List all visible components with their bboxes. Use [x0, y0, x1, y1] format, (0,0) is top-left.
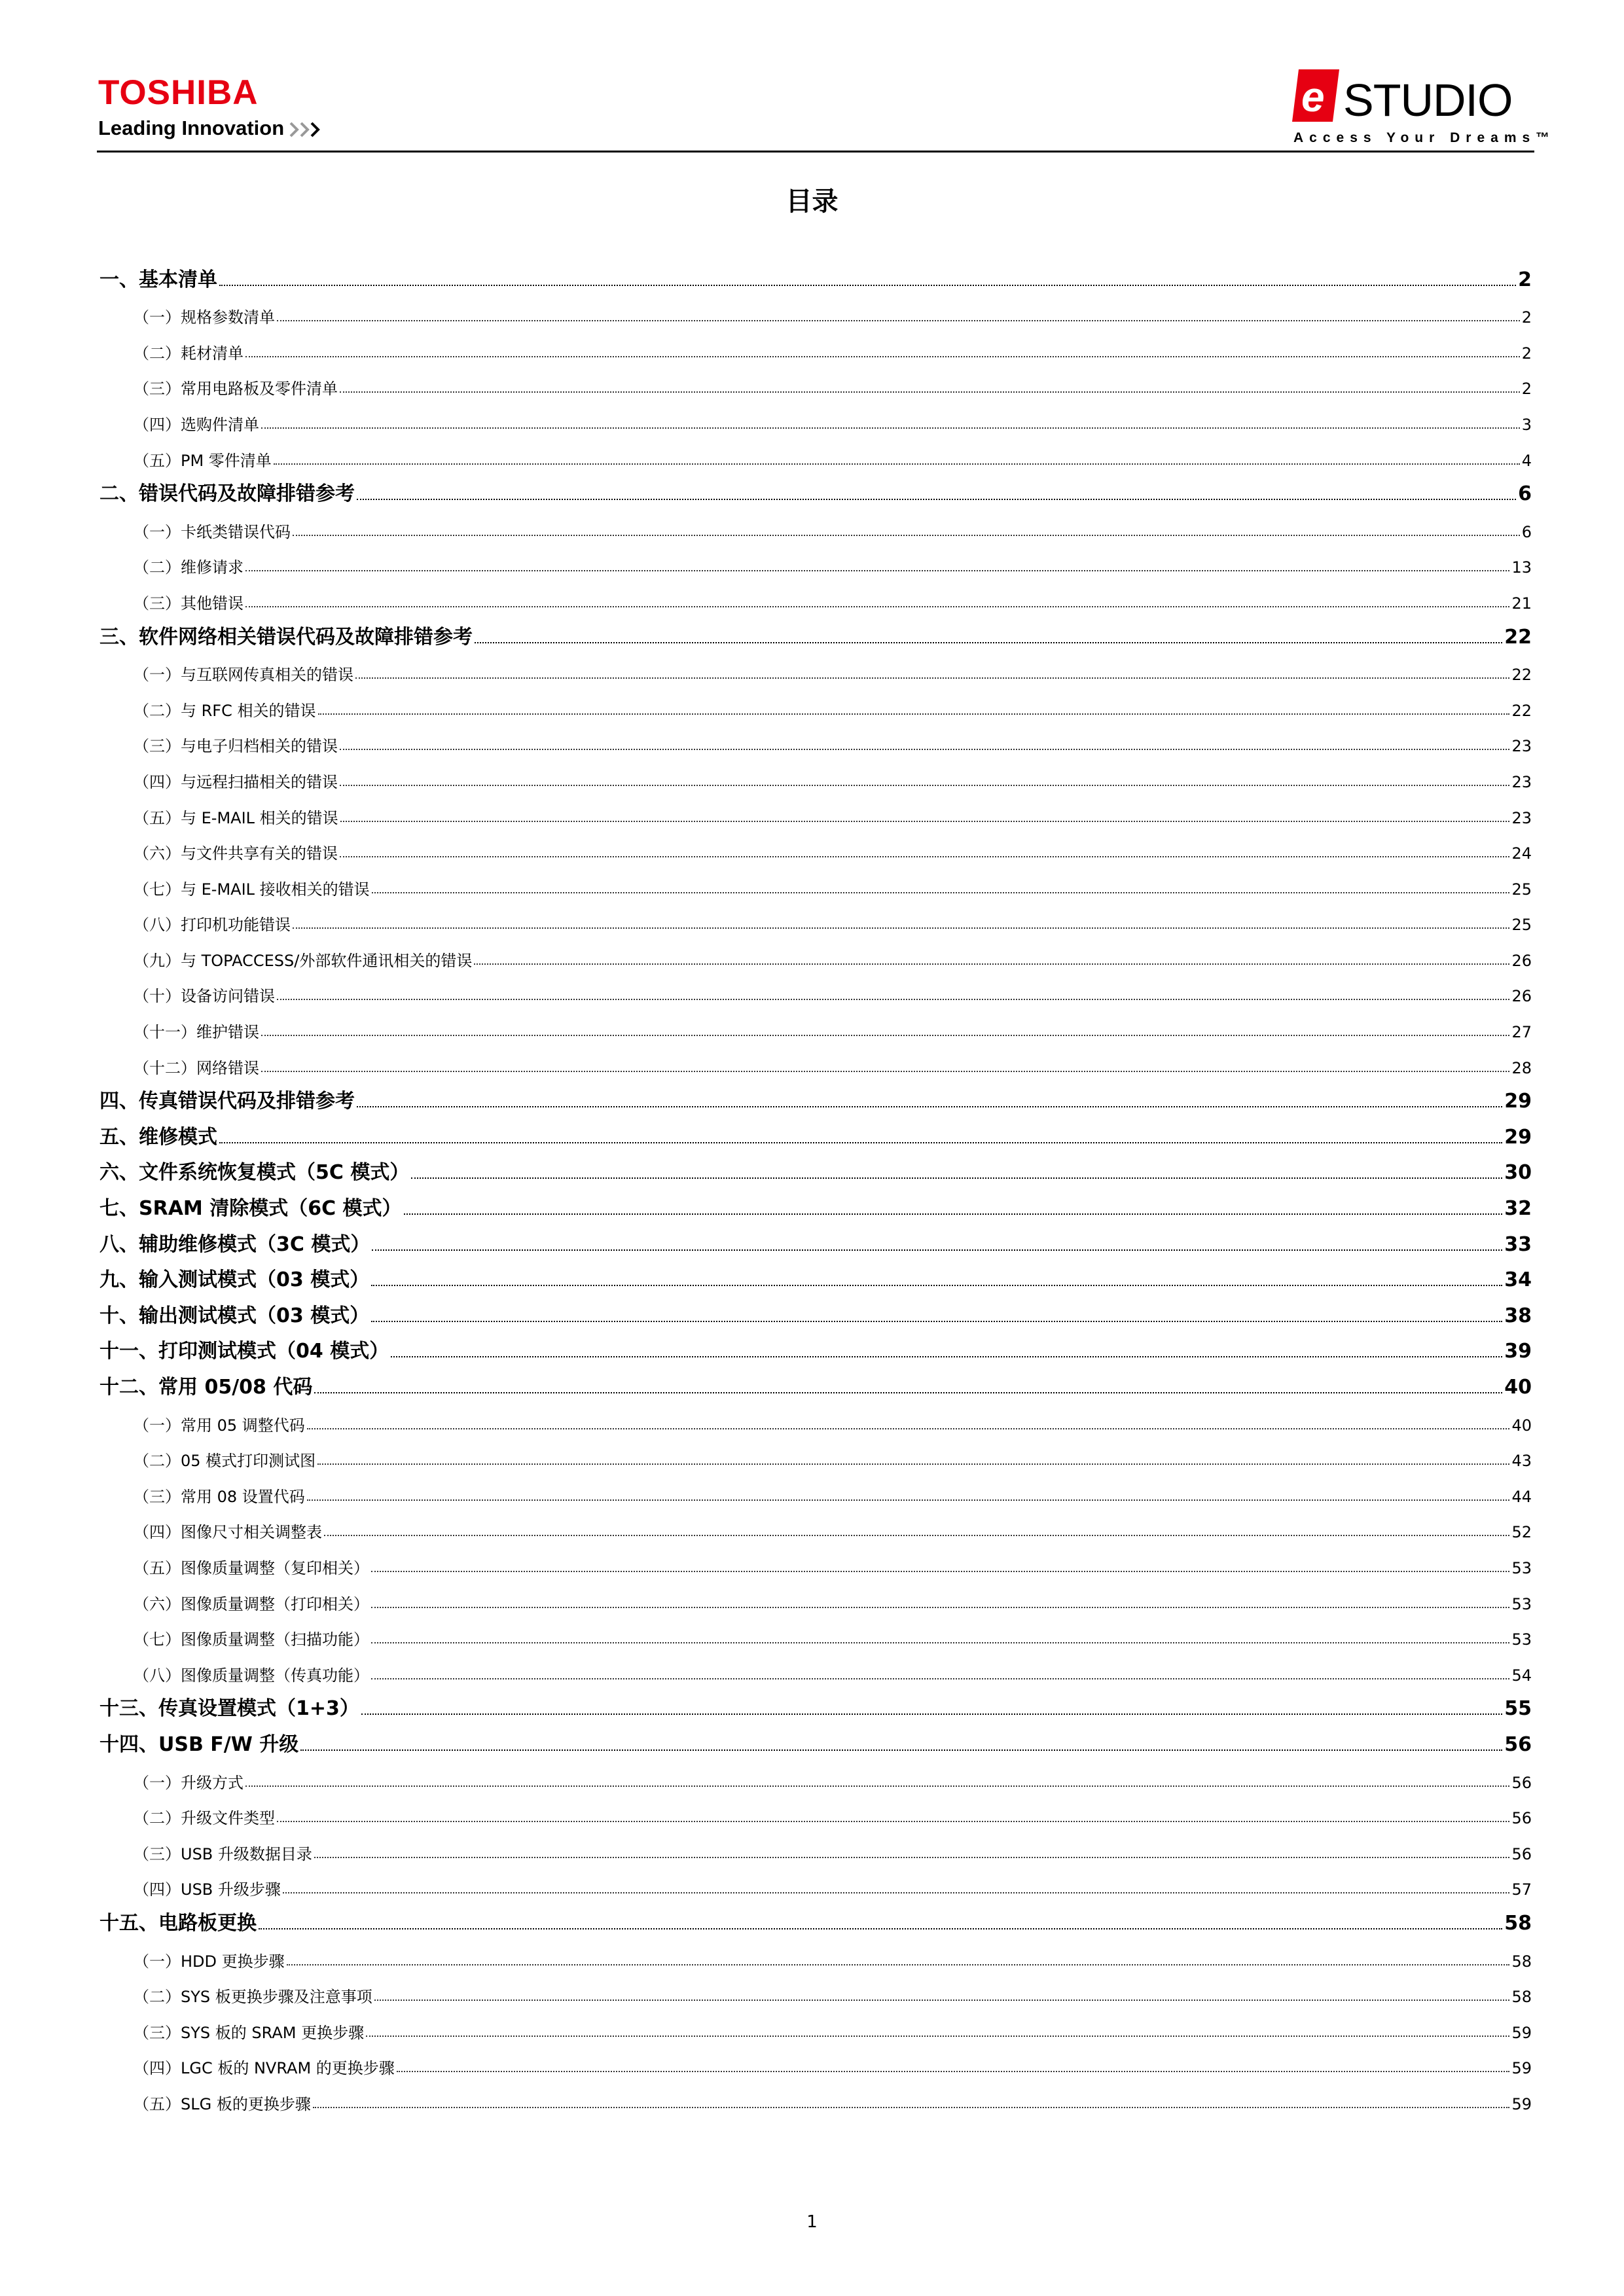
toc-entry-page: 40	[1504, 1376, 1532, 1399]
toc-entry-page: 53	[1511, 1630, 1532, 1649]
toc-entry-page: 3	[1521, 415, 1532, 434]
toc-entry-title: （三）与电子归档相关的错误	[134, 737, 338, 756]
toc-entry-page: 29	[1504, 1125, 1532, 1149]
chevrons-icon	[289, 121, 323, 138]
toc-dot-leader	[357, 499, 1516, 500]
toc-section-entry[interactable]	[99, 726, 1532, 762]
toc-dot-leader	[283, 1892, 1510, 1893]
toc-section-entry[interactable]	[99, 1834, 1532, 1870]
toc-entry-title: （八）打印机功能错误	[134, 916, 291, 935]
toc-entry-title: （一）卡纸类错误代码	[134, 522, 291, 541]
toc-entry-title: 一、基本清单	[99, 268, 217, 291]
toc-entry-title: （一）升级方式	[134, 1773, 244, 1792]
toc-section-entry[interactable]	[99, 2084, 1532, 2120]
toc-section-entry[interactable]	[99, 905, 1532, 941]
toc-entry-title: （五）SLG 板的更换步骤	[134, 2094, 311, 2113]
toc-entry-title: （三）常用 08 设置代码	[134, 1487, 305, 1506]
toc-chapter-entry[interactable]	[99, 619, 1532, 655]
toc-section-entry[interactable]	[99, 1977, 1532, 2013]
toc-dot-leader	[314, 1392, 1502, 1393]
toc-entry-title: （十一）维护错误	[134, 1023, 259, 1042]
estudio-tagline: Access Your Dreams™	[1293, 130, 1556, 145]
toc-chapter-entry[interactable]	[99, 262, 1532, 298]
toc-dot-leader	[277, 999, 1509, 1000]
toc-chapter-entry[interactable]	[99, 1727, 1532, 1763]
toc-entry-page: 13	[1511, 558, 1532, 577]
toc-dot-leader	[313, 2107, 1510, 2108]
toc-section-entry[interactable]	[99, 440, 1532, 476]
toc-entry-title: （二）05 模式打印测试图	[134, 1452, 316, 1471]
toc-entry-title: 六、文件系统恢复模式（5C 模式）	[99, 1161, 410, 1185]
toc-entry-title: （一）常用 05 调整代码	[134, 1416, 305, 1435]
toc-chapter-entry[interactable]	[99, 476, 1532, 512]
toc-entry-title: （七）与 E-MAIL 接收相关的错误	[134, 880, 370, 899]
toc-dot-leader	[355, 677, 1509, 679]
toc-entry-title: （五）与 E-MAIL 相关的错误	[134, 808, 338, 827]
toc-section-entry[interactable]	[99, 1870, 1532, 1906]
toc-section-entry[interactable]	[99, 869, 1532, 905]
toc-dot-leader	[371, 1678, 1509, 1679]
toc-dot-leader	[277, 320, 1520, 321]
toc-entry-title: （六）图像质量调整（打印相关）	[134, 1594, 369, 1613]
toc-dot-leader	[245, 356, 1520, 357]
toc-entry-title: （三）SYS 板的 SRAM 更换步骤	[134, 2023, 365, 2042]
toc-entry-page: 38	[1504, 1304, 1532, 1327]
toc-chapter-entry[interactable]	[99, 1369, 1532, 1405]
toc-section-entry[interactable]	[99, 1513, 1532, 1549]
toc-entry-title: （九）与 TOPACCESS/外部软件通讯相关的错误	[134, 951, 473, 970]
toc-entry-title: （十）设备访问错误	[134, 987, 275, 1006]
toc-entry-page: 54	[1511, 1666, 1532, 1685]
toc-dot-leader	[245, 1785, 1509, 1787]
toc-dot-leader	[366, 2036, 1509, 2037]
toc-dot-leader	[371, 1571, 1509, 1572]
toc-section-entry[interactable]	[99, 2013, 1532, 2049]
toc-dot-leader	[340, 821, 1510, 822]
toc-entry-page: 23	[1511, 772, 1532, 791]
toc-dot-leader	[475, 642, 1502, 643]
toc-dot-leader	[293, 927, 1509, 929]
toc-dot-leader	[261, 427, 1520, 429]
toc-entry-title: 九、输入测试模式（03 模式）	[99, 1268, 370, 1292]
brand-tagline	[98, 118, 323, 138]
toc-section-entry[interactable]	[99, 1048, 1532, 1084]
toc-entry-title: （一）与互联网传真相关的错误	[134, 666, 353, 685]
toc-entry-title: （五）PM 零件清单	[134, 451, 272, 470]
toc-entry-page: 53	[1511, 1594, 1532, 1613]
toc-section-entry[interactable]	[99, 298, 1532, 334]
toc-entry-title: （三）常用电路板及零件清单	[134, 380, 338, 399]
toc-section-entry[interactable]	[99, 1584, 1532, 1620]
toc-entry-page: 2	[1521, 380, 1532, 399]
toc-entry-title: （四）选购件清单	[134, 415, 259, 434]
toc-section-entry[interactable]	[99, 369, 1532, 405]
toc-entry-page: 43	[1511, 1452, 1532, 1471]
toc-dot-leader	[372, 1249, 1502, 1251]
toc-dot-leader	[391, 1356, 1502, 1357]
toc-dot-leader	[307, 1499, 1510, 1501]
toc-dot-leader	[374, 2000, 1510, 2001]
table-of-contents	[99, 262, 1532, 2120]
toc-dot-leader	[219, 1142, 1502, 1143]
toc-dot-leader	[411, 1177, 1502, 1179]
toc-section-entry[interactable]	[99, 1477, 1532, 1513]
toc-dot-leader	[314, 1857, 1510, 1858]
toc-entry-page: 56	[1511, 1809, 1532, 1828]
toc-entry-title: 八、辅助维修模式（3C 模式）	[99, 1232, 370, 1256]
toc-section-entry[interactable]	[99, 691, 1532, 726]
toc-section-entry[interactable]	[99, 762, 1532, 798]
e-mark-icon	[1292, 69, 1339, 122]
toc-entry-page: 34	[1504, 1268, 1532, 1292]
toc-section-entry[interactable]	[99, 977, 1532, 1013]
toc-entry-page: 21	[1511, 594, 1532, 613]
toc-dot-leader	[340, 785, 1509, 786]
toc-entry-title: 二、错误代码及故障排错参考	[99, 482, 355, 506]
toc-entry-title: （六）与文件共享有关的错误	[134, 844, 338, 863]
toc-entry-title: 七、SRAM 清除模式（6C 模式）	[99, 1197, 402, 1221]
toshiba-logo: TOSHIBA	[98, 73, 259, 112]
page-number: 1	[806, 2212, 818, 2232]
toc-entry-page: 24	[1511, 844, 1532, 863]
toc-section-entry[interactable]	[99, 1799, 1532, 1835]
toc-dot-leader	[245, 606, 1509, 607]
toc-entry-title: 四、传真错误代码及排错参考	[99, 1090, 355, 1113]
svg-text:e: e	[1301, 73, 1325, 120]
toc-entry-title: （二）维修请求	[134, 558, 244, 577]
toc-dot-leader	[324, 1535, 1509, 1536]
toc-entry-page: 22	[1511, 666, 1532, 685]
toc-section-entry[interactable]	[99, 1941, 1532, 1977]
estudio-logo	[1292, 65, 1556, 148]
toc-entry-title: （四）LGC 板的 NVRAM 的更换步骤	[134, 2059, 395, 2078]
toc-entry-page: 59	[1511, 2094, 1532, 2113]
toc-chapter-entry[interactable]	[99, 1905, 1532, 1941]
toc-dot-leader	[340, 749, 1509, 750]
toc-entry-title: （八）图像质量调整（传真功能）	[134, 1666, 369, 1685]
toc-dot-leader	[318, 713, 1510, 715]
toc-entry-page: 2	[1518, 268, 1532, 291]
toc-entry-page: 25	[1511, 880, 1532, 899]
toc-dot-leader	[219, 285, 1516, 286]
toc-section-entry[interactable]	[99, 583, 1532, 619]
toc-entry-title: 十三、传真设置模式（1+3）	[99, 1697, 359, 1721]
toc-dot-leader	[371, 1285, 1502, 1286]
toc-entry-title: （十二）网络错误	[134, 1058, 259, 1077]
toc-entry-title: （二）耗材清单	[134, 344, 244, 363]
estudio-wordmark: STUDIO	[1343, 75, 1513, 126]
page-header	[97, 65, 1556, 152]
toc-dot-leader	[274, 463, 1520, 465]
toc-section-entry[interactable]	[99, 834, 1532, 870]
toc-entry-page: 39	[1504, 1340, 1532, 1363]
toc-entry-page: 56	[1511, 1773, 1532, 1792]
toc-dot-leader	[277, 1821, 1509, 1822]
toc-chapter-entry[interactable]	[99, 1334, 1532, 1370]
toc-entry-title: 十二、常用 05/08 代码	[99, 1376, 313, 1399]
toc-entry-page: 23	[1511, 737, 1532, 756]
toc-entry-page: 59	[1511, 2023, 1532, 2042]
brand-tagline-text: Leading Innovation	[98, 117, 285, 139]
toc-chapter-entry[interactable]	[99, 1298, 1532, 1334]
toc-dot-leader	[293, 535, 1520, 536]
toc-dot-leader	[287, 1964, 1510, 1965]
toc-entry-page: 52	[1511, 1523, 1532, 1542]
toc-entry-title: （四）与远程扫描相关的错误	[134, 772, 338, 791]
toc-entry-page: 58	[1504, 1911, 1532, 1935]
toc-entry-title: 三、软件网络相关错误代码及故障排错参考	[99, 625, 473, 649]
toc-entry-page: 53	[1511, 1558, 1532, 1577]
toc-section-entry[interactable]	[99, 1655, 1532, 1691]
toc-entry-page: 58	[1511, 1952, 1532, 1971]
toc-section-entry[interactable]	[99, 333, 1532, 369]
toc-dot-leader	[307, 1428, 1510, 1429]
toc-title: 目录	[785, 187, 839, 217]
toc-chapter-entry[interactable]	[99, 1691, 1532, 1727]
toc-entry-page: 2	[1521, 308, 1532, 327]
toc-dot-leader	[340, 856, 1509, 857]
toc-entry-title: （五）图像质量调整（复印相关）	[134, 1558, 369, 1577]
toc-section-entry[interactable]	[99, 1548, 1532, 1584]
toc-dot-leader	[259, 1928, 1502, 1929]
toc-entry-page: 56	[1504, 1732, 1532, 1756]
toc-entry-page: 40	[1511, 1416, 1532, 1435]
toc-entry-page: 26	[1511, 951, 1532, 970]
toc-entry-page: 26	[1511, 987, 1532, 1006]
toc-section-entry[interactable]	[99, 798, 1532, 834]
toc-entry-title: （三）USB 升级数据目录	[134, 1844, 312, 1863]
toc-entry-page: 33	[1504, 1232, 1532, 1256]
toc-entry-page: 23	[1511, 808, 1532, 827]
toc-entry-title: （二）SYS 板更换步骤及注意事项	[134, 1988, 372, 2007]
toc-dot-leader	[261, 1035, 1509, 1036]
toc-dot-leader	[371, 1607, 1509, 1608]
toc-section-entry[interactable]	[99, 512, 1532, 548]
toc-dot-leader	[372, 892, 1510, 893]
toc-entry-page: 30	[1504, 1161, 1532, 1185]
toc-entry-page: 6	[1518, 482, 1532, 506]
toc-dot-leader	[404, 1213, 1503, 1215]
toc-chapter-entry[interactable]	[99, 1119, 1532, 1155]
toc-entry-title: 五、维修模式	[99, 1125, 217, 1149]
toc-entry-title: （二）升级文件类型	[134, 1809, 275, 1828]
toc-entry-title: （一）HDD 更换步骤	[134, 1952, 285, 1971]
toc-dot-leader	[261, 1071, 1509, 1072]
toc-entry-title: （三）其他错误	[134, 594, 244, 613]
toc-section-entry[interactable]	[99, 2049, 1532, 2085]
toc-entry-page: 32	[1504, 1197, 1532, 1221]
toc-entry-page: 29	[1504, 1090, 1532, 1113]
toc-entry-page: 27	[1511, 1023, 1532, 1042]
toc-entry-title: （四）图像尺寸相关调整表	[134, 1523, 322, 1542]
toc-entry-title: 十、输出测试模式（03 模式）	[99, 1304, 370, 1327]
toc-chapter-entry[interactable]	[99, 1227, 1532, 1263]
toc-entry-page: 44	[1511, 1487, 1532, 1506]
toc-entry-page: 2	[1521, 344, 1532, 363]
toc-section-entry[interactable]	[99, 1620, 1532, 1656]
toc-entry-title: 十四、USB F/W 升级	[99, 1732, 299, 1756]
toc-entry-title: （一）规格参数清单	[134, 308, 275, 327]
toc-chapter-entry[interactable]	[99, 1084, 1532, 1120]
toc-entry-page: 55	[1504, 1697, 1532, 1721]
toc-entry-page: 57	[1511, 1880, 1532, 1899]
toc-chapter-entry[interactable]	[99, 1191, 1532, 1227]
toc-entry-page: 28	[1511, 1058, 1532, 1077]
toc-dot-leader	[371, 1321, 1502, 1322]
toc-chapter-entry[interactable]	[99, 1155, 1532, 1191]
toc-entry-title: （四）USB 升级步骤	[134, 1880, 281, 1899]
toc-section-entry[interactable]	[99, 404, 1532, 440]
toc-entry-page: 6	[1521, 522, 1532, 541]
toc-dot-leader	[397, 2071, 1510, 2072]
toc-section-entry[interactable]	[99, 1763, 1532, 1799]
toc-dot-leader	[340, 391, 1520, 393]
toc-dot-leader	[245, 570, 1509, 571]
toc-entry-title: （二）与 RFC 相关的错误	[134, 701, 316, 720]
toc-dot-leader	[300, 1749, 1502, 1751]
toc-entry-page: 22	[1511, 701, 1532, 720]
toc-entry-title: 十五、电路板更换	[99, 1911, 257, 1935]
toc-dot-leader	[371, 1642, 1509, 1643]
toc-entry-page: 22	[1504, 625, 1532, 649]
toc-section-entry[interactable]	[99, 548, 1532, 584]
toc-section-entry[interactable]	[99, 1405, 1532, 1441]
toc-dot-leader	[474, 963, 1509, 965]
toc-section-entry[interactable]	[99, 941, 1532, 977]
toc-dot-leader	[361, 1713, 1502, 1715]
toc-chapter-entry[interactable]	[99, 1263, 1532, 1299]
toc-section-entry[interactable]	[99, 655, 1532, 691]
toc-entry-page: 59	[1511, 2059, 1532, 2078]
toc-entry-page: 56	[1511, 1844, 1532, 1863]
toc-entry-title: （七）图像质量调整（扫描功能）	[134, 1630, 369, 1649]
toc-section-entry[interactable]	[99, 1441, 1532, 1477]
toc-dot-leader	[357, 1106, 1502, 1107]
toc-entry-page: 58	[1511, 1988, 1532, 2007]
toc-section-entry[interactable]	[99, 1012, 1532, 1048]
toc-entry-page: 25	[1511, 916, 1532, 935]
toc-entry-title: 十一、打印测试模式（04 模式）	[99, 1340, 389, 1363]
toc-dot-leader	[317, 1463, 1509, 1465]
toc-entry-page: 4	[1521, 451, 1532, 470]
